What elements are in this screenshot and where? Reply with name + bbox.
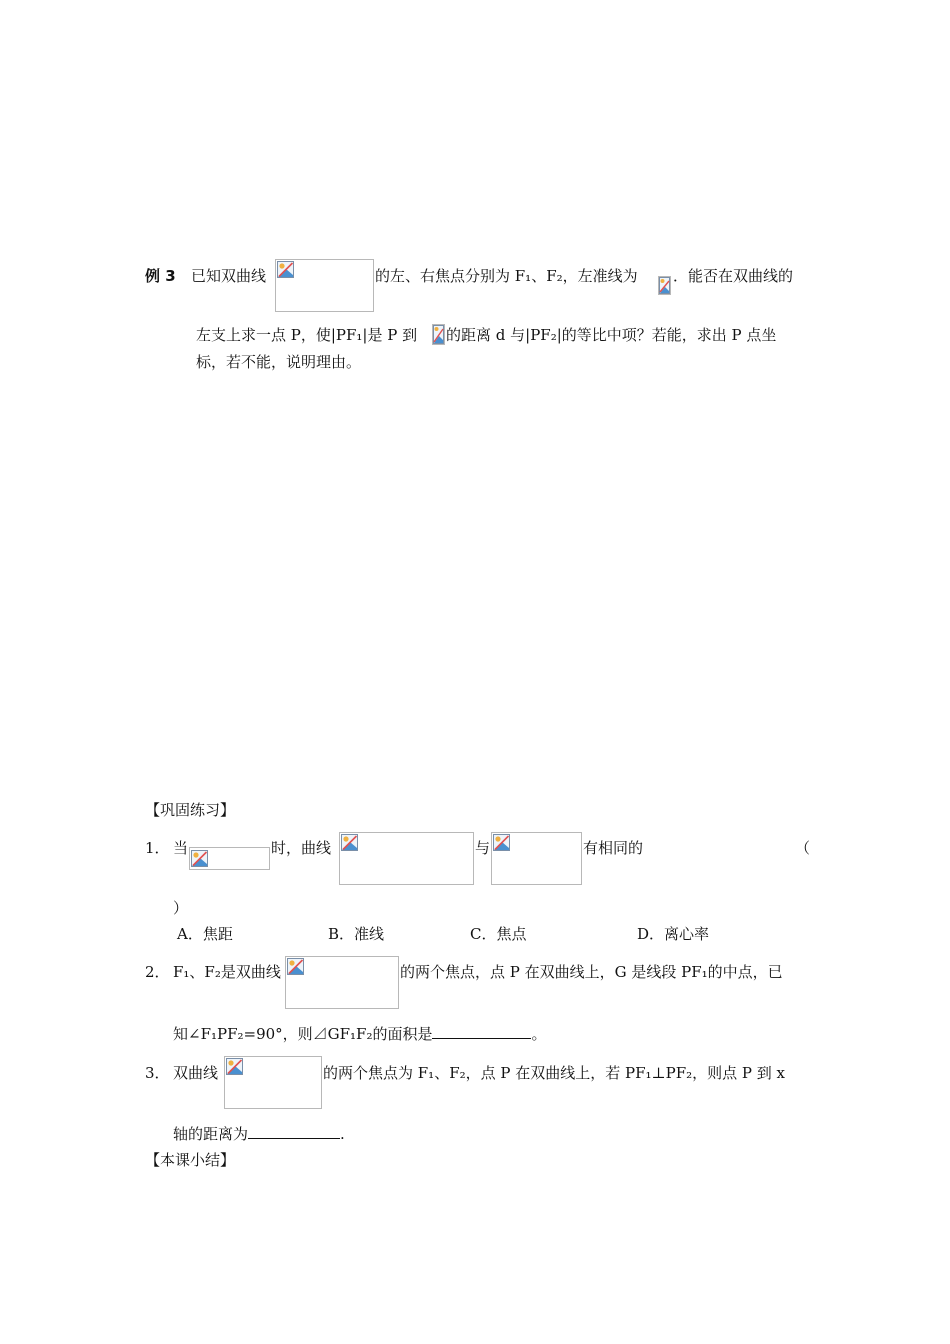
question-end: . bbox=[340, 1125, 345, 1143]
section-heading: 【巩固练习】 bbox=[145, 801, 236, 819]
broken-image-icon bbox=[659, 277, 670, 294]
question-text: F₁、F₂是双曲线 bbox=[173, 963, 281, 981]
broken-image-icon bbox=[341, 834, 358, 851]
question-text: 与 bbox=[475, 839, 491, 857]
hyperbola-equation-image bbox=[224, 1056, 322, 1109]
example-text: 的左、右焦点分别为 F₁、F₂，左准线为 bbox=[375, 267, 638, 285]
question-text-part: 知∠F₁PF₂=90°，则⊿GF₁F₂的面积是 bbox=[173, 1025, 433, 1043]
example-text: 标，若不能，说明理由。 bbox=[196, 353, 362, 371]
question-text bbox=[173, 1024, 547, 1044]
question-text: 的两个焦点为 F₁、F₂，点 P 在双曲线上，若 PF₁⊥PF₂，则点 P 到 x bbox=[323, 1064, 785, 1082]
broken-image-icon bbox=[226, 1058, 243, 1075]
question-number: 2． bbox=[145, 963, 170, 981]
question-text: 双曲线 bbox=[173, 1064, 219, 1082]
option-a: A．焦距 bbox=[177, 925, 233, 943]
broken-image-icon bbox=[191, 850, 208, 867]
question-number: 3． bbox=[145, 1064, 170, 1082]
question-text: 的两个焦点，点 P 在双曲线上，G 是线段 PF₁的中点，已 bbox=[400, 963, 783, 981]
broken-image-icon bbox=[287, 958, 304, 975]
question-text: 时，曲线 bbox=[271, 839, 332, 857]
broken-image-icon bbox=[277, 261, 294, 278]
hyperbola-equation-image bbox=[285, 956, 399, 1009]
question-text bbox=[173, 1124, 345, 1144]
broken-image-icon bbox=[493, 834, 510, 851]
section-heading: 【本课小结】 bbox=[145, 1151, 236, 1169]
condition-image bbox=[189, 847, 270, 870]
curve-1-image bbox=[339, 832, 474, 885]
question-text: 有相同的 bbox=[583, 839, 644, 857]
curve-2-image bbox=[491, 832, 582, 885]
question-text-part: 轴的距离为 bbox=[173, 1125, 249, 1143]
question-number: 1． bbox=[145, 839, 170, 857]
answer-paren-close: ） bbox=[173, 899, 189, 917]
hyperbola-equation-image bbox=[275, 259, 374, 312]
answer-blank[interactable] bbox=[248, 1124, 340, 1139]
question-end: 。 bbox=[531, 1025, 547, 1043]
option-d: D．离心率 bbox=[637, 925, 710, 943]
example-text: 已知双曲线 bbox=[191, 267, 267, 285]
directrix-image bbox=[658, 276, 671, 295]
example-label: 例 3 bbox=[145, 267, 176, 285]
example-text: ．能否在双曲线的 bbox=[673, 267, 794, 285]
answer-blank[interactable] bbox=[432, 1024, 531, 1039]
example-text: 左支上求一点 P，使|PF₁|是 P 到 bbox=[196, 326, 418, 344]
question-text: 当 bbox=[173, 839, 189, 857]
example-text: 的距离 d 与|PF₂|的等比中项？若能，求出 P 点坐 bbox=[446, 326, 777, 344]
option-b: B．准线 bbox=[328, 925, 385, 943]
broken-image-icon bbox=[433, 325, 444, 344]
option-c: C．焦点 bbox=[470, 925, 527, 943]
answer-paren-open: （ bbox=[795, 839, 811, 857]
directrix-image bbox=[432, 324, 445, 345]
